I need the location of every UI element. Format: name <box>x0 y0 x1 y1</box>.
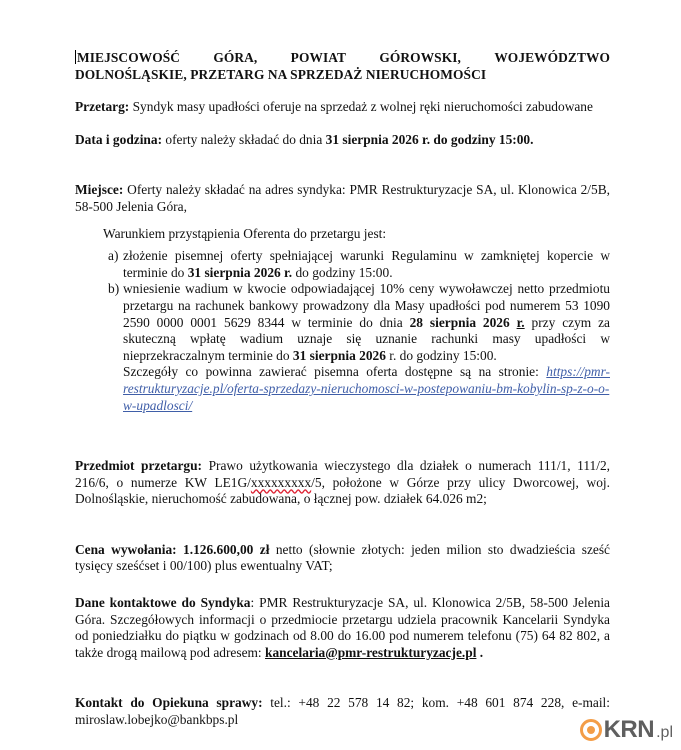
opiekun-paragraph <box>75 695 610 728</box>
przetarg-text: Syndyk masy upadłości oferuje na sprzedaż z wolnej ręki nieruchomości zabudowane <box>129 99 593 115</box>
opiekun-label: Kontakt do Opiekuna sprawy: <box>75 695 263 711</box>
text-cursor <box>75 50 76 64</box>
przedmiot-text: Prawo użytkowania wieczystego dla działek o numerach 111/1, 111/2, 216/6, o numerze KW LE1G/ <box>75 458 610 490</box>
przedmiot-label: Przedmiot przetargu: <box>75 458 203 474</box>
opiekun-text: tel.: +48 22 578 14 82; kom. +48 601 874 228, e-mail: miroslaw.lobejko@bankbps.pl <box>75 695 610 728</box>
miejsce-text: Oferty należy składać na adres syndyka: PMR Restrukturyzacje SA, ul. Klonowica 2/5B, 58-500 Jelenia Góra, <box>75 182 610 214</box>
list-text: wniesienie wadium w kwocie odpowiadającej 10% ceny wywoławczej netto przedmiotu przetargu na rachunek bankowy prowadzony dla Masy upadłości pod numerem 53 1090 2590 0000 0001 5629 8344 w terminie do dnia <box>123 281 610 330</box>
list-text: przy czym za skuteczną wpłatę wadium uznaje się uznanie rachunki masy upadłości w nieprzekraczalnym terminie do <box>123 314 610 363</box>
przetarg-label: Przetarg: <box>75 99 130 115</box>
list-text: złożenie pisemnej oferty spełniającej warunki Regulaminu w zamkniętej kopercie w terminie do <box>123 248 610 280</box>
cena-label: Cena wywołania: 1.126.600,00 zł <box>75 541 270 557</box>
cena-text: netto (słownie złotych: jeden milion sto dwadzieścia sześć tysięcy sześćset i 00/100) plus ewentualny VAT; <box>75 541 610 574</box>
przetarg-paragraph <box>75 99 610 116</box>
krn-watermark-logo <box>580 716 673 744</box>
przedmiot-paragraph <box>75 458 610 508</box>
title-word: GÓRA, <box>213 50 258 65</box>
list-marker: a) <box>108 248 119 264</box>
kw-number-masked: xxxxxxxxx <box>250 474 312 490</box>
logo-ring-icon <box>580 719 602 741</box>
date-suffix: r. <box>516 314 525 330</box>
logo-brand: KRN <box>603 716 655 743</box>
cena-paragraph <box>75 542 610 575</box>
offer-link[interactable]: https://pmr-restrukturyzacje.pl/oferta-sprzedazy-nieruchomosci-w-postepowaniu-bm-kobylin-sp-z-o-o-w-upadlosci/ <box>123 364 610 413</box>
document-title <box>75 50 610 83</box>
data-paragraph <box>75 132 610 149</box>
logo-tld: .pl <box>656 724 673 741</box>
miejsce-paragraph <box>75 182 610 215</box>
miejsce-label: Miejsce: <box>75 182 124 198</box>
list-item <box>109 248 610 281</box>
kontakt-label: Dane kontaktowe do Syndyka <box>75 595 251 611</box>
list-text: do godziny 15:00. <box>292 264 393 280</box>
title-word: WOJEWÓDZTWO <box>494 50 610 65</box>
kontakt-paragraph <box>75 595 610 661</box>
document-body <box>75 50 610 729</box>
title-word: POWIAT <box>290 50 347 65</box>
title-line-2: DOLNOŚLĄSKIE, PRZETARG NA SPRZEDAŻ NIERUCHOMOŚCI <box>75 66 487 82</box>
kontakt-email[interactable]: kancelaria@pmr-restrukturyzacje.pl <box>265 644 477 660</box>
list-text: Szczegóły co powinna zawierać pisemna oferta dostępne są na stronie: <box>123 364 547 380</box>
data-label: Data i godzina: <box>75 131 163 147</box>
date-bold: 31 sierpnia 2026 <box>292 347 386 363</box>
list-marker: b) <box>108 281 120 297</box>
title-word: MIEJSCOWOŚĆ <box>77 50 181 65</box>
list-text: r. do godziny 15:00. <box>385 347 497 363</box>
data-text: oferty należy składać do dnia <box>162 131 326 147</box>
deadline: 31 sierpnia 2026 r. do godziny 15:00. <box>325 131 534 147</box>
warunki-intro: Warunkiem przystąpienia Oferenta do przetargu jest: <box>103 225 387 241</box>
date-bold: 28 sierpnia 2026 <box>409 314 510 330</box>
title-word: GÓROWSKI, <box>379 50 462 65</box>
date-bold: 31 sierpnia 2026 r. <box>187 264 293 280</box>
kontakt-end: . <box>476 644 484 660</box>
kontakt-text: : PMR Restrukturyzacje SA, ul. Klonowica 2/5B, 58-500 Jelenia Góra. Szczegółowych informacji o przedmiocie przetargu udziela pracownik Kancelarii Syndyka od poniedziałku do piątku w godzinach od 8.00 do 16.00 pod numerem telefonu (75) 64 82 802, a także drogą mailową pod adresem: <box>75 595 610 660</box>
warunki-list <box>109 248 610 414</box>
przedmiot-text: /5, położone w Górze przy ulicy Dworcowej, woj. Dolnośląskie, nieruchomość zabudowana, o łącznej pow. działek 64.026 m2; <box>75 474 610 507</box>
list-item <box>109 281 610 414</box>
